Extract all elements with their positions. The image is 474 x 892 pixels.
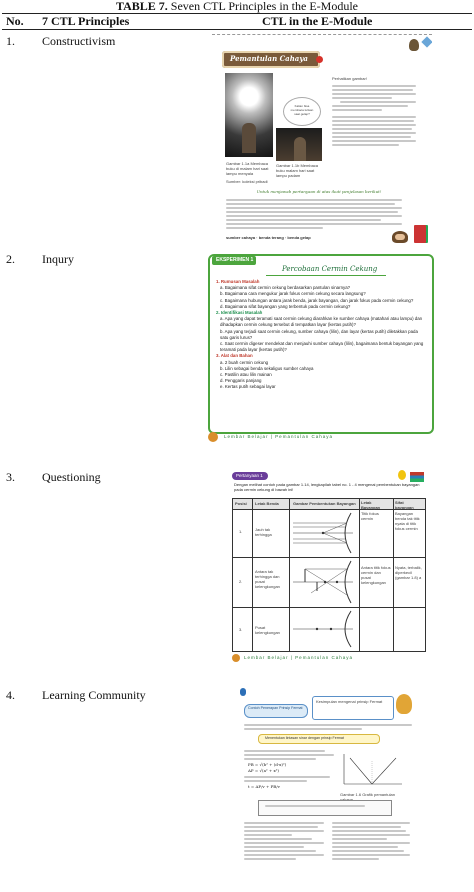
question-instruction: Dengan melihat contoh pada gambar 1.14, lengkapilah tabel no. 1 - 4 mengenai pembentukan bayangan pada cermin cekung di bawah ini! [234,482,420,492]
col-letak-benda: Letak Benda [255,501,279,506]
question-tag: Pertanyaan 1 [232,472,268,480]
formula-box [258,800,392,816]
section-heading: 1. Rumusan Masalah [216,279,260,284]
intro-line [244,722,412,732]
row-1-number: 1. [6,34,15,48]
emodule-page-inquiry [206,252,434,446]
derivation-bottom-left [244,820,324,862]
intro-text: Perhatikan gambar! [332,76,367,81]
section-heading: 2. Identifikasi Masalah [216,310,263,316]
section-title-banner: Contoh Penerapan Prinsip Fermat [244,704,308,718]
paragraph-bottom [226,197,402,231]
character-icon [392,231,408,243]
highlight-banner: Menentukan lintasan sinar dengan prinsip Fermat [258,734,380,744]
speech-bubble: Kalian bisa membaca tulisan saat gelap? [283,97,321,126]
terms-list: sumber cahaya · benda terang · benda gelap [226,235,311,240]
mascot-icon [409,39,419,51]
row-4-principle: Learning Community [42,688,146,702]
pin-icon [240,688,246,696]
col-gambar: Gambar Pembentukan Bayangan [293,501,356,506]
emodule-page-constructivism [212,34,432,245]
col-sifat: Sifat bayangan [395,500,414,510]
row-3-principle: Questioning [42,470,101,484]
graph-caption: Gambar 1.6 Grafik pemantulan [340,792,395,797]
row-3-number: 3. [6,470,15,484]
reflection-graph [340,750,406,790]
row-1-principle: Constructivism [42,34,116,48]
experiment-title: Percobaan Cermin Cekung [282,265,378,273]
caption-right: Gambar 1.1b Membaca buku malam hari saat lampu padam [276,163,319,178]
mascot-icon [232,654,240,662]
header-emodule: CTL in the E-Module [262,14,373,28]
section-heading: 3. Alat dan Bahan [216,353,253,359]
col-posisi: Posisi [235,501,247,506]
ray-diagram-1 [291,511,357,555]
table-header-rule [2,29,472,30]
header-principles: 7 CTL Principles [42,14,130,28]
row-2-number: 2. [6,252,15,266]
ray-diagram-3 [291,609,357,649]
photo-lamp-on [225,73,273,157]
emodule-page-questioning [228,470,428,666]
photo-lamp-off [276,128,322,161]
mascot-icon [208,432,218,442]
page-footer: Lembar Belajar | Pemantulan Cahaya [232,654,424,664]
caption-left: Gambar 1.1a Membaca buku di malam hari saat lampu menyala [226,161,269,176]
col-letak-bayangan: Letak Bayangan [361,500,381,510]
page-title: Pemantulan Cahaya [230,54,308,63]
paragraph-right [332,83,416,148]
header-no: No. [6,14,24,28]
row-4-number: 4. [6,688,15,702]
emphasis-line: Untuk menjawab pertanyaan di atas ikuti penjelasan berikut! [256,189,382,194]
character-icon [396,694,412,714]
notebook-icon [414,225,426,243]
derivation-left: PB = √(b² + (d-x)²) AP = √(a² + x²) t = AP/v + PB/v [244,748,334,790]
lightbulb-icon [398,470,406,480]
derivation-bottom-right [332,820,410,862]
emodule-page-learning-community [236,688,416,892]
ray-diagram-2 [291,559,357,605]
title-underline [266,275,386,276]
page-footer: Lembar Belajar | Pemantulan Cahaya [208,432,430,442]
note-box: Kesimpulan mengenai prinsip Fermat [312,696,394,720]
pushpin-icon [421,36,432,47]
question-table: Posisi Letak Benda Gambar Pembentukan Bayangan Letak Bayangan Sifat bayangan 1. Jauh tak terhingga Titik fokus cermin Bayangan benda tak titik nyata di titik fokus cermin 2. Antara tak terhingga dan pusat kelengkungan Antara titik fokus cermin dan pusat kelengkungan Nyata, terbalik, diperkecil (gambar 1.8) a 3. Pusat kelengkungan [232,498,426,652]
book-stack-icon [410,472,424,482]
experiment-body: 1. Rumusan Masalah a. Bagaimana sifat cermin cekung berdasarkan pantulan sinarnya? b. Bagaimana cara mengukur jarak fokus cermin cekung secara langsung? c. Bagaimana hubungan antara jarak benda, jarak bayangan, dan jarak fokus pada cermin cekung? d. Bagaimana sifat bayangan yang terbentuk pada cermin cekung? 2. Identifikasi Masalah a. Apa yang dapat teramati saat cermin cekung diarahkan ke sumber cahaya (matahari atau lampu) dan dihadapkan cermin cekung tersebut di tempatkan layar (kertas putih)? b. Apa yang terjadi saat cermin cekung, sumber cahaya (lilin), dan layar (kertas putih) diletakkan pada satu garis lurus? c. Saat cermin digeser mendekat dan menjauhi sumber cahaya (lilin), bagaimana bentuk bayangan yang teramati pada layar (kertas putih)? 3. Alat dan Bahan a. 2 buah cermin cekung b. Lilin sebagai benda sekaligus sumber cahaya c. Pastilin atau lilin mainan d. Penggaris panjang e. Kertas putih sebagai layar [216,279,424,390]
page-title-banner [222,51,320,68]
experiment-tag: EKSPERIMEN 1 [212,256,256,265]
title-marker-icon [316,56,323,63]
table-caption: TABLE 7. Seven CTL Principles in the E-Module [116,0,358,13]
row-2-principle: Inqury [42,252,74,266]
image-source: Sumber: koleksi pribadi [226,179,268,184]
